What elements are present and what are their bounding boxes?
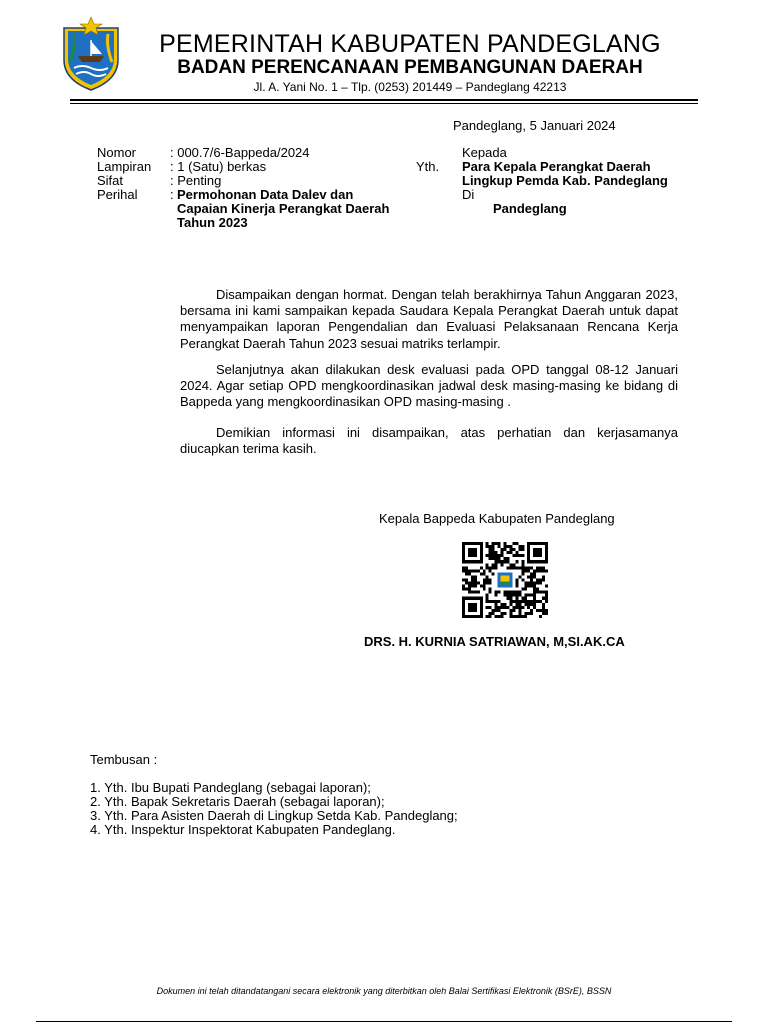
di-label: Di bbox=[462, 187, 475, 202]
letter-date: Pandeglang, 5 Januari 2024 bbox=[453, 118, 616, 133]
signatory-name: DRS. H. KURNIA SATRIAWAN, M,SI.AK.CA bbox=[364, 634, 625, 649]
body-paragraph-3: Demikian informasi ini disampaikan, atas perhatian dan kerjasamanya diucapkan terima kasih. bbox=[180, 425, 678, 457]
lampiran-label: Lampiran bbox=[97, 159, 152, 174]
signatory-title: Kepala Bappeda Kabupaten Pandeglang bbox=[379, 511, 615, 526]
addressee-line-2: Lingkup Pemda Kab. Pandeglang bbox=[462, 173, 668, 188]
perihal-line-2: Capaian Kinerja Perangkat Daerah bbox=[177, 201, 390, 216]
tembusan-item: 3. Yth. Para Asisten Daerah di Lingkup Setda Kab. Pandeglang; bbox=[90, 808, 458, 823]
tembusan-item: 4. Yth. Inspektur Inspektorat Kabupaten Pandeglang. bbox=[90, 822, 396, 837]
tembusan-item: 1. Yth. Ibu Bupati Pandeglang (sebagai laporan); bbox=[90, 780, 371, 795]
lampiran-value: : 1 (Satu) berkas bbox=[170, 159, 267, 174]
kepada-label: Kepada bbox=[462, 145, 507, 160]
perihal-colon: : bbox=[170, 187, 174, 202]
sifat-value: : Penting bbox=[170, 173, 222, 188]
body-paragraph-2: Selanjutnya akan dilakukan desk evaluasi pada OPD tanggal 08-12 Januari 2024. Agar setiap OPD mengkoordinasikan jadwal desk masing-masing ke bidang di Bappeda yang mengkoordinasikan OPD masing-masing . bbox=[180, 362, 678, 410]
letterhead-address: Jl. A. Yani No. 1 – Tlp. (0253) 201449 – Pandeglang 42213 bbox=[253, 80, 567, 94]
perihal-line-3: Tahun 2023 bbox=[177, 215, 248, 230]
sifat-label: Sifat bbox=[97, 173, 124, 188]
perihal-line-1: Permohonan Data Dalev dan bbox=[177, 187, 354, 202]
tembusan-item: 2. Yth. Bapak Sekretaris Daerah (sebagai laporan); bbox=[90, 794, 385, 809]
addressee-place: Pandeglang bbox=[493, 201, 567, 216]
nomor-value: : 000.7/6-Bappeda/2024 bbox=[170, 145, 310, 160]
letterhead-agency-name: BADAN PERENCANAAN PEMBANGUNAN DAERAH bbox=[177, 57, 643, 78]
nomor-label: Nomor bbox=[97, 145, 137, 160]
perihal-label: Perihal bbox=[97, 187, 138, 202]
letterhead-government-name: PEMERINTAH KABUPATEN PANDEGLANG bbox=[159, 30, 661, 58]
addressee-line-1: Para Kepala Perangkat Daerah bbox=[462, 159, 651, 174]
yth-label: Yth. bbox=[416, 159, 440, 174]
electronic-signature-note: Dokumen ini telah ditandatangani secara elektronik yang diterbitkan oleh Balai Sertifikasi Elektronik (BSrE), BSSN bbox=[156, 986, 612, 996]
qr-code-graphic bbox=[462, 542, 548, 618]
letterhead-rule-thin bbox=[70, 103, 698, 104]
page-bottom-line bbox=[36, 1021, 732, 1022]
letterhead-rule-thick bbox=[70, 99, 698, 101]
body-paragraph-1: Disampaikan dengan hormat. Dengan telah berakhirnya Tahun Anggaran 2023, bersama ini kami sampaikan kepada Saudara Kepala Perangkat Daerah untuk dapat menyampaikan laporan Pengendalian dan Evaluasi Pelaksanaan Rencana Kerja Perangkat Daerah Tahun 2023 sesuai matriks terlampir. bbox=[180, 287, 678, 351]
tembusan-label: Tembusan : bbox=[90, 752, 158, 767]
signature-qr-code bbox=[462, 542, 548, 618]
regency-emblem-logo bbox=[56, 16, 126, 92]
